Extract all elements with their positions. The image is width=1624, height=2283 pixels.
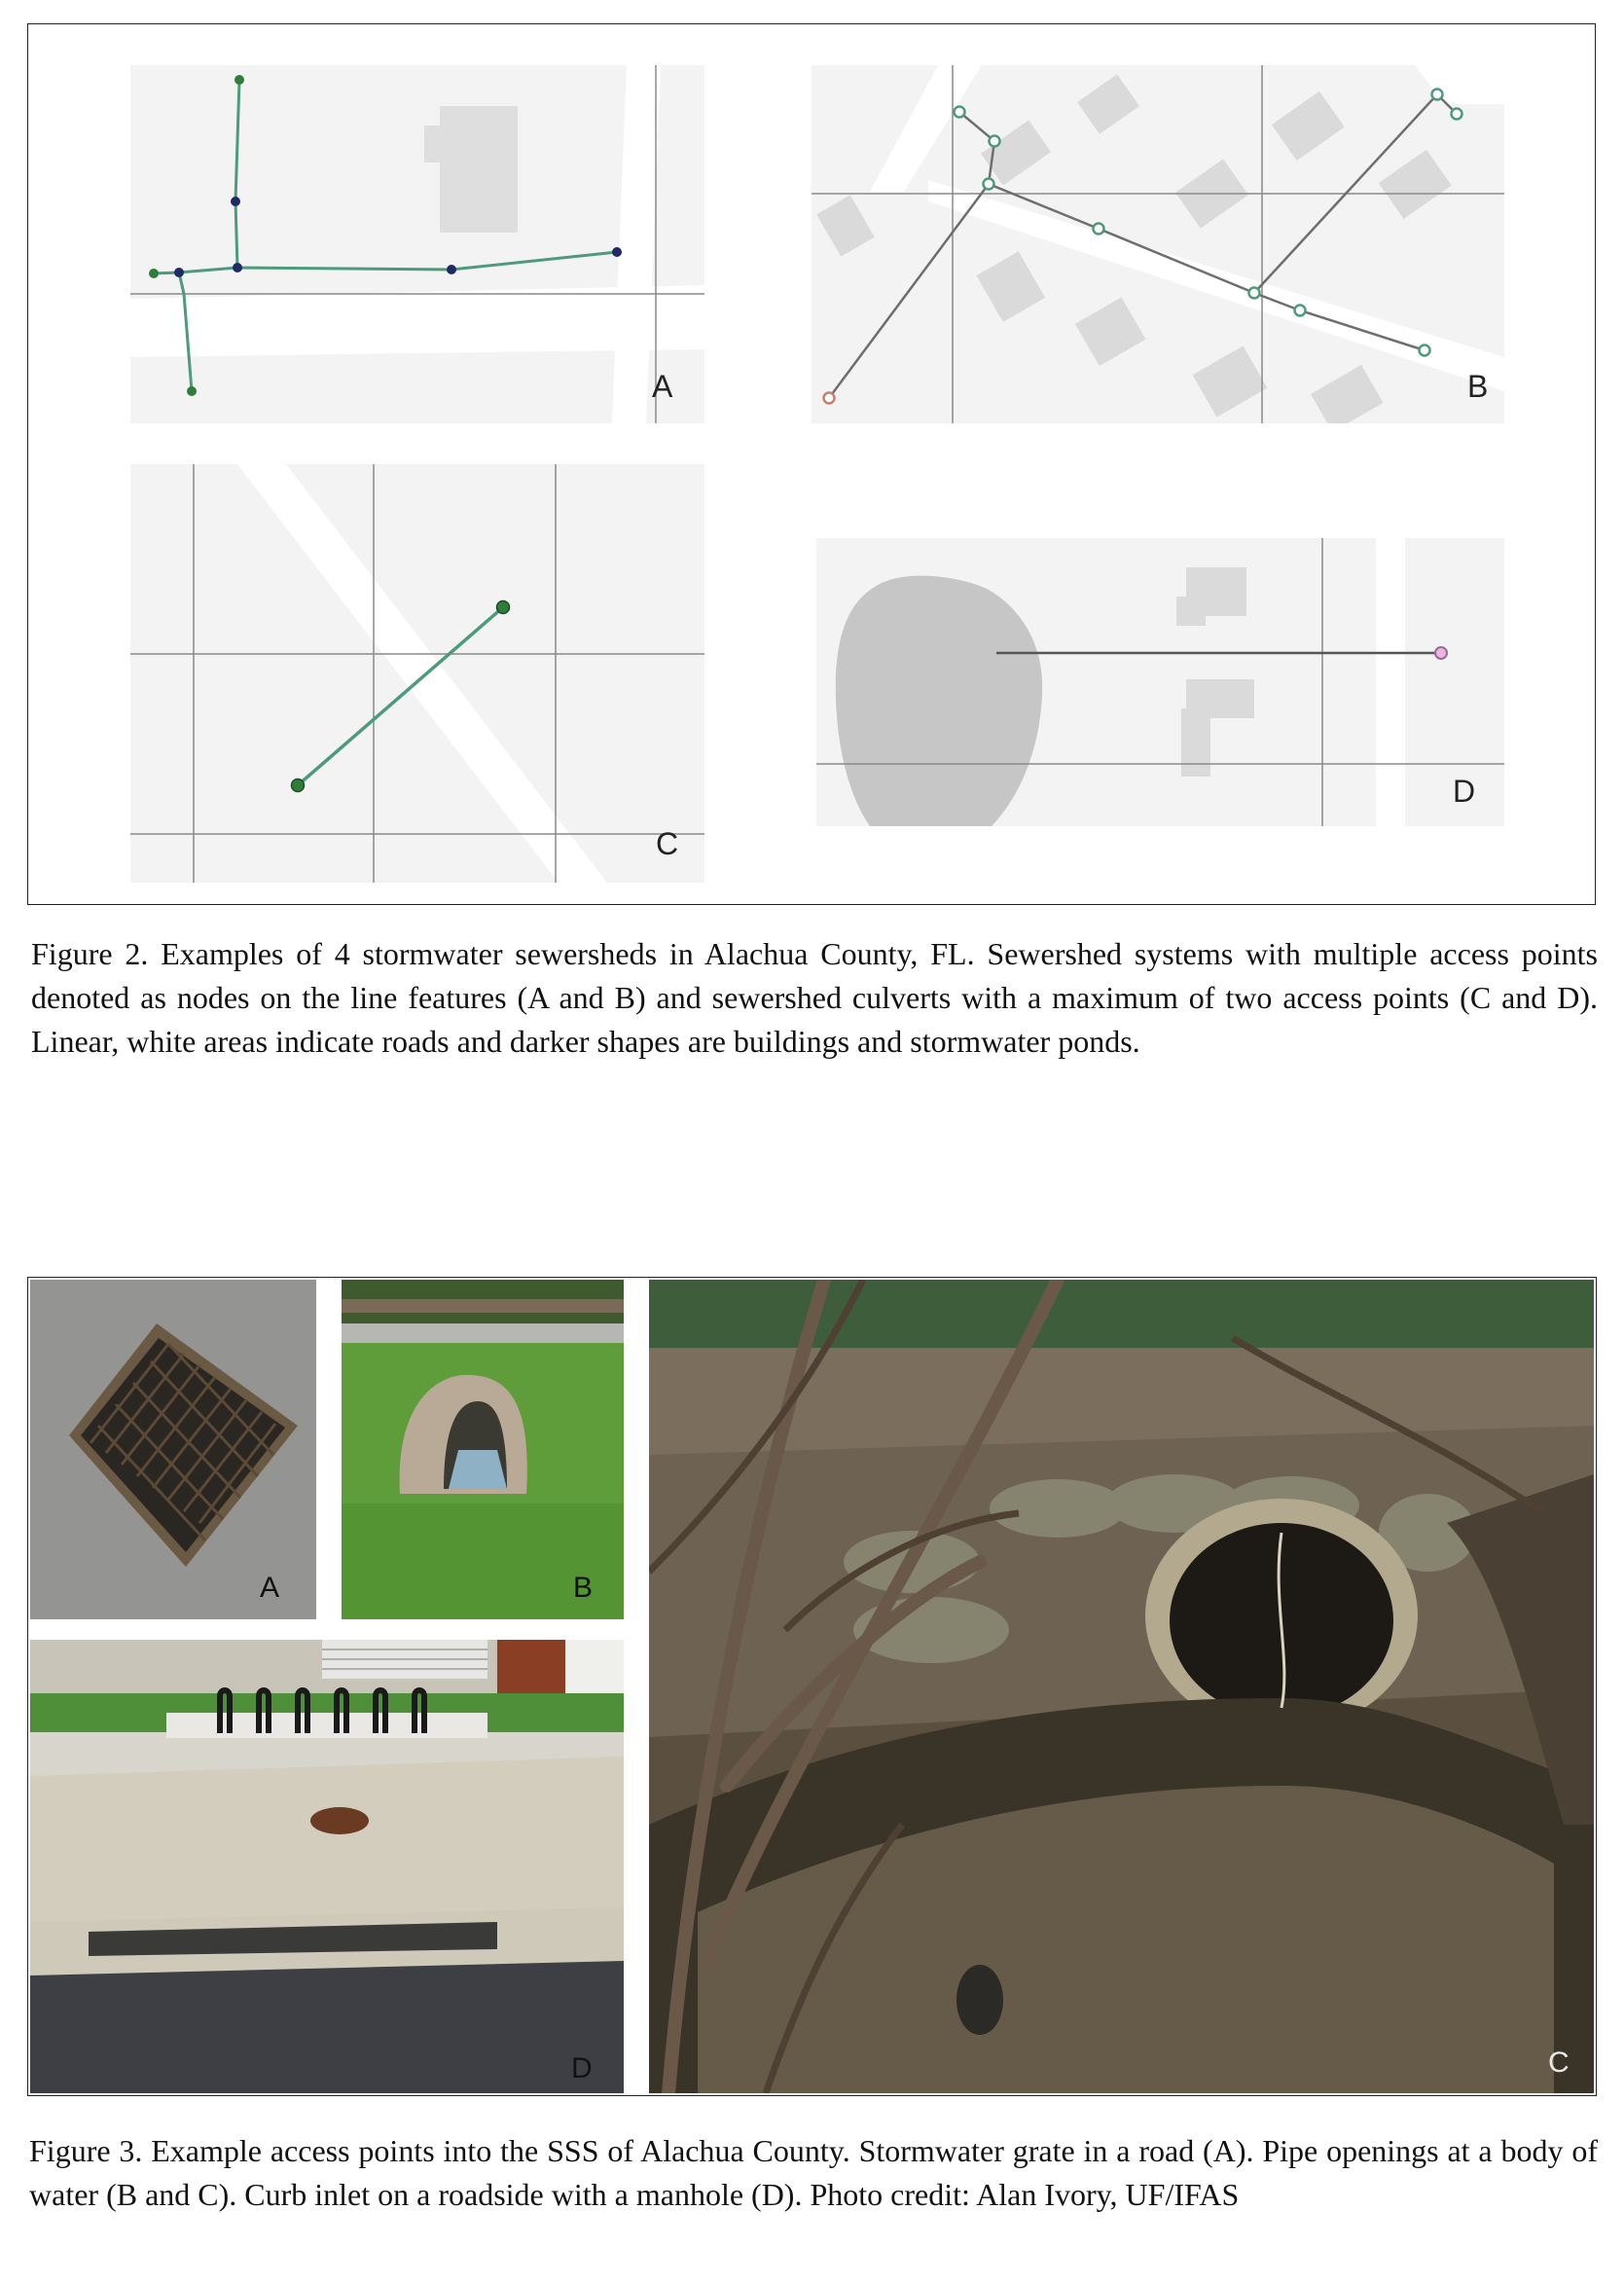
node <box>149 269 159 278</box>
node <box>292 779 305 792</box>
map-panel-c <box>130 464 704 883</box>
photo-d-curb-inlet <box>30 1640 624 2093</box>
figure-2 <box>27 23 1596 905</box>
figure-2-caption: Figure 2. Examples of 4 stormwater sewersheds in Alachua County, FL. Sewershed systems with multiple access points denoted as nodes on the line features (A and B) and sewershed culverts with a maximum of two access points (C and D). Linear, white areas indicate roads and darker shapes are buildings and stormwater ponds. <box>31 936 1598 1059</box>
road <box>1376 538 1405 826</box>
node <box>1420 345 1430 356</box>
photo-label-d: D <box>571 2052 593 2084</box>
map-panel-d <box>816 538 1504 826</box>
photo-label-a: A <box>260 1572 280 1604</box>
node <box>990 136 1000 147</box>
map-d-drawing <box>816 538 1504 826</box>
culvert-photo <box>649 1280 1594 2093</box>
node <box>497 601 510 614</box>
panel-label-b: B <box>1467 369 1489 404</box>
panel-label-a: A <box>652 369 673 404</box>
figure-3-caption: Figure 3. Example access points into the SSS of Alachua County. Stormwater grate in a road (A). Pipe openings at a body of water (B and C). Curb inlet on a roadside with a manhole (D). Photo credit: Alan Ivory, UF/IFAS <box>29 2133 1598 2212</box>
node <box>233 263 242 272</box>
building <box>1176 597 1206 626</box>
map-b-drawing <box>812 65 1504 423</box>
stormwater-pond <box>836 576 1042 826</box>
photo-c-culvert <box>649 1280 1594 2093</box>
map-c-drawing <box>130 464 704 883</box>
node <box>447 265 456 274</box>
panel-label-d: D <box>1453 774 1476 809</box>
pipe-grass-photo <box>342 1280 624 1619</box>
map-panel-b <box>812 65 1504 423</box>
node <box>955 107 965 118</box>
node <box>1249 288 1260 299</box>
photo-a-grate <box>30 1280 316 1619</box>
photo-label-b: B <box>573 1572 594 1604</box>
map-panel-a <box>130 65 704 423</box>
node <box>984 179 994 190</box>
node <box>1094 224 1104 235</box>
node <box>1432 90 1443 100</box>
building <box>424 126 444 163</box>
node <box>612 247 622 257</box>
building <box>440 106 518 233</box>
figure-3 <box>27 1277 1597 2096</box>
grate-photo <box>30 1280 316 1619</box>
node <box>1295 306 1306 316</box>
node <box>1452 109 1462 120</box>
photo-b-pipe-opening <box>342 1280 624 1619</box>
photo-label-c: C <box>1548 2047 1570 2079</box>
node <box>174 268 184 277</box>
panel-label-c: C <box>656 826 679 861</box>
node <box>187 386 197 396</box>
curb-inlet-photo <box>30 1640 624 2093</box>
node <box>235 75 244 85</box>
node <box>824 393 835 404</box>
node <box>231 197 240 206</box>
building <box>1181 708 1210 777</box>
map-a-drawing <box>130 65 704 423</box>
node <box>1435 647 1447 659</box>
